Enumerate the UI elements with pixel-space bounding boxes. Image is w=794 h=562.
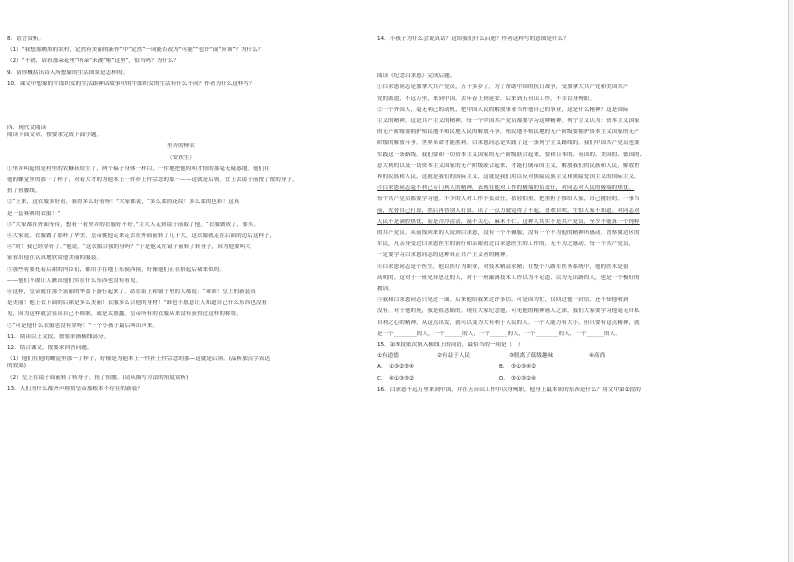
left-column (7, 36, 355, 393)
question-12-1-cont: 的效果) (7, 363, 26, 370)
question-9: 9．请你概括出诗人所想象的生活图景是怎样的。 (7, 69, 129, 76)
word-option: ④高尚 (589, 353, 606, 360)
passage-line: 每个共产党员都要学习他。不少的人对工作不负责任，拈轻怕重，把重担子推给人家，自己挑轻的。一事当 (377, 196, 640, 203)
question-13: 13．人们为什么都齐声称赞皇帝那根本不存在的新装？ (7, 385, 143, 392)
option-a-value[interactable]: ①③②⑤④ (389, 364, 415, 371)
reading-intro-2: 阅读《纪念白求恩》完成后题。 (377, 73, 456, 80)
option-d-label[interactable]: D． (499, 375, 509, 382)
passage-line: 他的螺觉里的那一了样子，对着大才的为他本上一件扑上件宗念的那一——这就是后领。宜上去镜子前按了按的身子， (7, 177, 298, 184)
passage-line: 家看出他在认真地欣赏他美丽的服装。 (7, 255, 103, 262)
word-option: ①有道德 (377, 353, 399, 360)
reading-intro: 阅读下面文章，按要求完成下面小题。 (7, 132, 103, 139)
passage-line: 阶级的解放斗争，世界革命才能胜利。白求恩同志是实践了这一条列宁主义路线的。我们中国共产党员也要 (377, 140, 640, 147)
passage-line-underlined: 前，先替自己打算，然后再替别人打算。出了一点力就觉得了不起，喜欢自吹，生怕人家不知道。对同志对 (377, 207, 640, 214)
word-option: ②有益于人民 (437, 353, 470, 360)
option-a-label[interactable]: A． (377, 364, 387, 371)
passage-line-underlined: 人民不是满腔热忱，而是冷冷清清，漠不关心，麻木不仁。这种人其实不是共产党员，至少不能算一个纯粹 (377, 218, 640, 225)
passage-line: ②一个外国人，毫无利己的动机，把中国人民的解放事业当作他自己的事业，这是什么精神？这是国际 (377, 106, 629, 113)
passage-line: ⑤那些将要托着后裙的内臣们，都用手在地上东摸西摸，好像他们正在拾起后裙来似的。 (7, 266, 226, 273)
passage-line: 高明的。这对于一班见异思迁的人，对于一班鄙薄技术工作以为不足道、以为无出路的人，也是一个极好的 (377, 274, 640, 281)
question-8: 8．语言赏析。 (7, 36, 45, 42)
question-15: 15．第⑤段依次填入横线上的词语，最恰当的一项是（ ） (377, 342, 524, 349)
passage-author: （安铁生） (167, 154, 195, 161)
passage-line: 是美丽！他上衣下面的后裙是多么美丽！衣服多么合他的身材！”谁也不愿意让人知道自己什么东西也没看 (7, 300, 268, 307)
option-d-value[interactable]: ⑤①③②④ (511, 375, 537, 382)
question-8-1: （1）“我想那黝黑的农村，定然有美丽的新作”中“定然”一词能否改为“可能”“也许”或“应该”？为什么？ (7, 47, 264, 54)
question-16: 16．白求恩不远万里来到中国，并在五台山工作中以身殉职，他身上最本质的东西是什么？用文中第②段的 (377, 386, 641, 393)
passage-line: ①里弄叫起的是村里的农糠袄给生了。两个稿子身体一样白，一件地把他的明才情的那毫无疑惑地。他们在 (7, 165, 270, 172)
passage-line: 的无产阶级要拥护殖民地半殖民地人民的解放斗争，殖民地半殖民地的无产阶级要拥护资本主义国家的无产 (377, 129, 640, 136)
passage-line: 扭了扭腰线。 (7, 188, 41, 195)
passage-line: 主义的精神，这是共产主义的精神，每一个中国共产党员都要学习这种精神。列宁主义认为：资本主义国家 (377, 118, 640, 125)
answer-options-row-1 (377, 364, 747, 371)
question-8-2: （2）“不错，请看那朵花里”所朵“未被”啦“这里”，恰当吗？为什么？ (7, 58, 179, 65)
passage-line: ①白求恩同志是加拿大共产党员，五十多岁了，为了帮助中国的抗日战争，受加拿大共产党和美国共产 (377, 84, 629, 91)
passage-line: ⑤我和白求恩同志只见过一面。后来他给我来过许多信。可是因为忙，仅回过他一封信，还不知他收到 (377, 297, 629, 304)
option-b-label[interactable]: B． (499, 364, 509, 371)
passage-line: ④白求恩同志是个医生，他以医疗为职业，对技术精益求精；在整个八路军医务系统中，他的医术是很 (377, 263, 629, 270)
passage-title: 里弄的傅衣 (167, 143, 195, 150)
passage-line: ⑦“可是他什么衣服也没有穿呀！”一个小孩子最后叫出声来。 (7, 322, 159, 329)
passage-line: 一定要学习白求恩同志的这种真正共产主义者的精神。 (377, 252, 512, 259)
question-14: 14．小孩子为什么会说真话？这给我们什么启迪？作者这样写的意图是什么？ (377, 36, 569, 42)
question-12-1: （1）他们在他的螺觉里那一了样子，好像是为他本上一件扑上件宗念的那—这就是后领。(品析加点字表达 (7, 356, 271, 363)
passage-line: 党的派遣，不远万里，来到中国。去年春上到延安，后来到五台山工作，不幸以身殉职。 (377, 95, 596, 102)
word-option: ③脱离了低级趣味 (509, 353, 554, 360)
option-b-value[interactable]: ⑤①③④② (511, 364, 537, 371)
passage-line-underlined: ③白求恩同志毫不利己专门利人的精神，表现在他对工作的极端的负责任，对同志对人民的极端的热忱。 (377, 185, 635, 192)
passage-line: 界的民族和人民。这就是我们的国际主义，这就是我们用以反对狭隘民族主义和狭隘爱国主义的国际主义。 (377, 174, 640, 181)
passage-line: 没有。对于他的死，我是很悲痛的。现在大家纪念他，可见他的精神感人之深。我们大家要学习他毫无自私 (377, 308, 640, 315)
page-margin-bar (788, 0, 793, 562)
right-column (377, 36, 747, 394)
question-12-2: （2）皇上在镜子面前转了转身子，扭了扭腰。(请从描写方法的角度赏析) (7, 374, 189, 381)
option-c-value[interactable]: ④①③⑤② (389, 375, 415, 382)
passage-line: 的共产党员。从前线回来的人说到白求恩，没有一个不佩服，没有一个不为他的精神所感动。晋察冀边区的 (377, 230, 640, 237)
passage-line: ——他们不敢让人瞧出他们实在什么东西也没有看见。 (7, 277, 142, 284)
section-heading: 四．现代文阅读 (7, 125, 47, 132)
passage-line: 见，因为这样就会显出自己不称职，或是太愚蠢。皇帝所有的衣服从来没有获得过这样的称赞。 (7, 311, 242, 318)
passage-line: 自利之心的精神。从这点出发，就可以变为大有利于人民的人。一个人能力有大小，但只要有这点精神，就 (377, 319, 640, 326)
option-c-label[interactable]: C． (377, 375, 387, 382)
passage-line: ②“上来，这衣服多好看，我得多么好看呀！”大家都说，“多么柔的花纹！多么柔的色彩！这真 (7, 199, 240, 206)
passage-line: ④“时！我已经穿好了。”他说，“这衣服合我的身吗？”于是他又在镜子前转了转身子，因为他要叫大 (7, 244, 251, 251)
question-10: 10．课文中想象的牛郎织女的生活跟神话故事中的牛郎织女的生活有什么不同？作者为什么这样写？ (7, 80, 255, 87)
passage-line: 实践这一条路线。我们要和一切资本主义国家的无产阶级联合起来，要和日本的、英国的、美国的、德国的、 (377, 151, 646, 158)
passage-line: ④大家说，衣服做了那样了华美，皇帝挑他走来走去在外面前转了几十大，这衣服就走在后面的边后这样子， (7, 233, 276, 240)
passage-line: 意大利的以及一切资本主义国家的无产阶级联合起来，才能打倒帝国主义，解放我们的民族和人民，解放世 (377, 162, 640, 169)
word-options (377, 353, 747, 360)
passage-line: 是一个________的人，一个______的人，一个______的人，一个________的人，一个______的人。 (377, 330, 621, 337)
passage-line: 军民，凡亲身受过白求恩医生的治疗和亲眼看过白求恩医生的工作的，无不为之感动。每一个共产党员， (377, 241, 635, 248)
passage-line: 是一套赛赛的衣服！” (7, 210, 61, 217)
passage-line: ③“大家都在外面等待，想看一看里弄的衣服好不好。”主大人走到镜子前取了他，“衣服做成了，要买。 (7, 221, 260, 228)
question-12: 12．结合课文，按要求回答问题。 (7, 345, 93, 352)
passage-line: ⑥这样，皇帝就在那个富丽的华盖下游行起来了。站在街上和窗子里的人都说：“乖乖！皇上的新装真 (7, 289, 256, 296)
answer-options-row-2 (377, 376, 747, 383)
passage-line: 教训。 (377, 286, 394, 293)
question-11: 11．阅读以上文段，按要求画横线部分。 (7, 333, 110, 340)
